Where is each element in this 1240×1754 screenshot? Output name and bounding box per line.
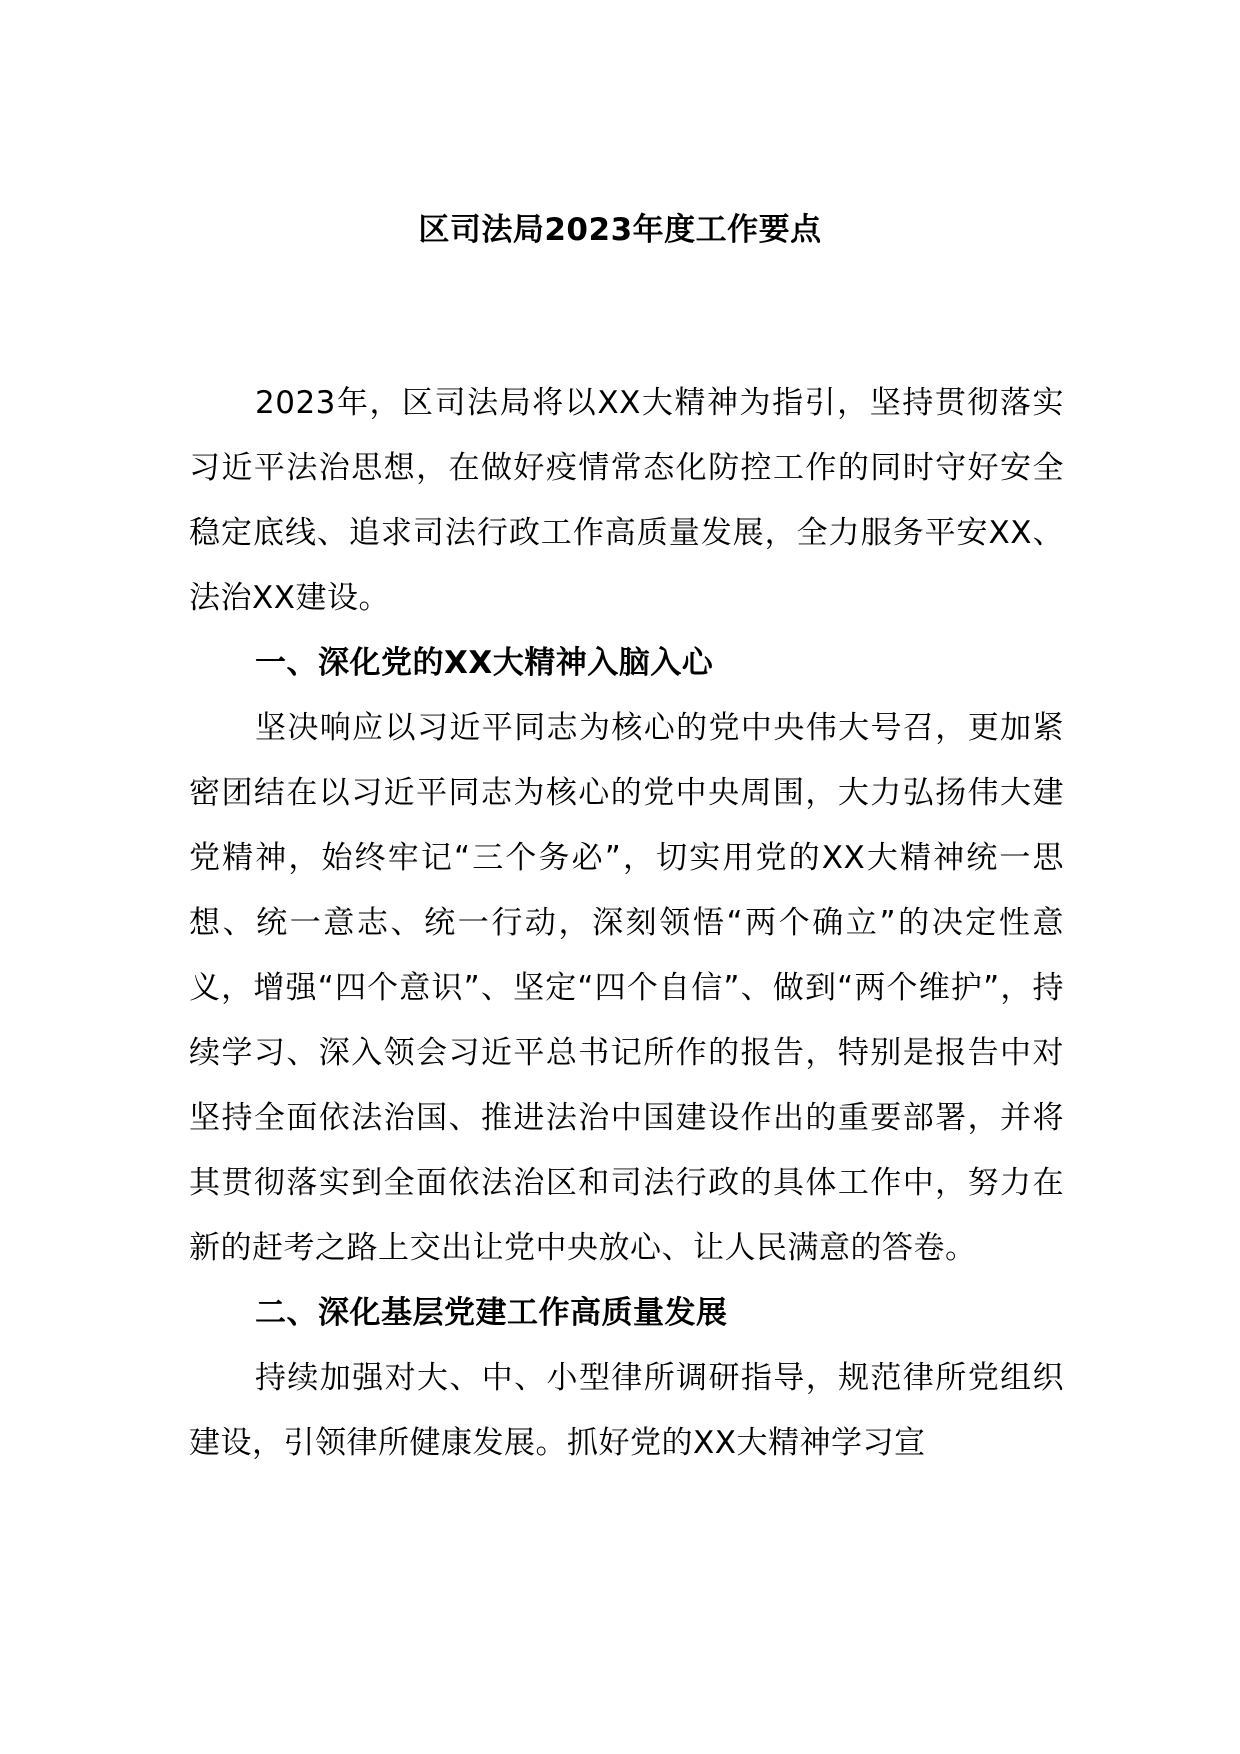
section-1-heading: 一、深化党的XX大精神入脑入心 [255,645,714,681]
document-body [189,371,1064,1476]
document-title: 区司法局2023年度工作要点 [418,212,822,248]
section-1-paragraph: 坚决响应以习近平同志为核心的党中央伟大号召，更加紧密团结在以习近平同志为核心的党中央周围，大力弘扬伟大建党精神，始终牢记“三个务必”，切实用党的XX大精神统一思想、统一意志、统一行动，深刻领悟“两个确立”的决定性意义，增强“四个意识”、坚定“四个自信”、做到“两个维护”，持续学习、深入领会习近平总书记所作的报告，特别是报告中对坚持全面依法治国、推进法治中国建设作出的重要部署，并将其贯彻落实到全面依法治区和司法行政的具体工作中，努力在新的赶考之路上交出让党中央放心、让人民满意的答卷。 [189,710,1064,1266]
section-2-paragraph: 持续加强对大、中、小型律所调研指导，规范律所党组织建设，引领律所健康发展。抓好党的XX大精神学习宣 [189,1360,1064,1461]
intro-paragraph: 2023年，区司法局将以XX大精神为指引，坚持贯彻落实习近平法治思想，在做好疫情常态化防控工作的同时守好安全稳定底线、追求司法行政工作高质量发展，全力服务平安XX、法治XX建设。 [189,385,1064,616]
section-2-heading: 二、深化基层党建工作高质量发展 [255,1295,728,1331]
